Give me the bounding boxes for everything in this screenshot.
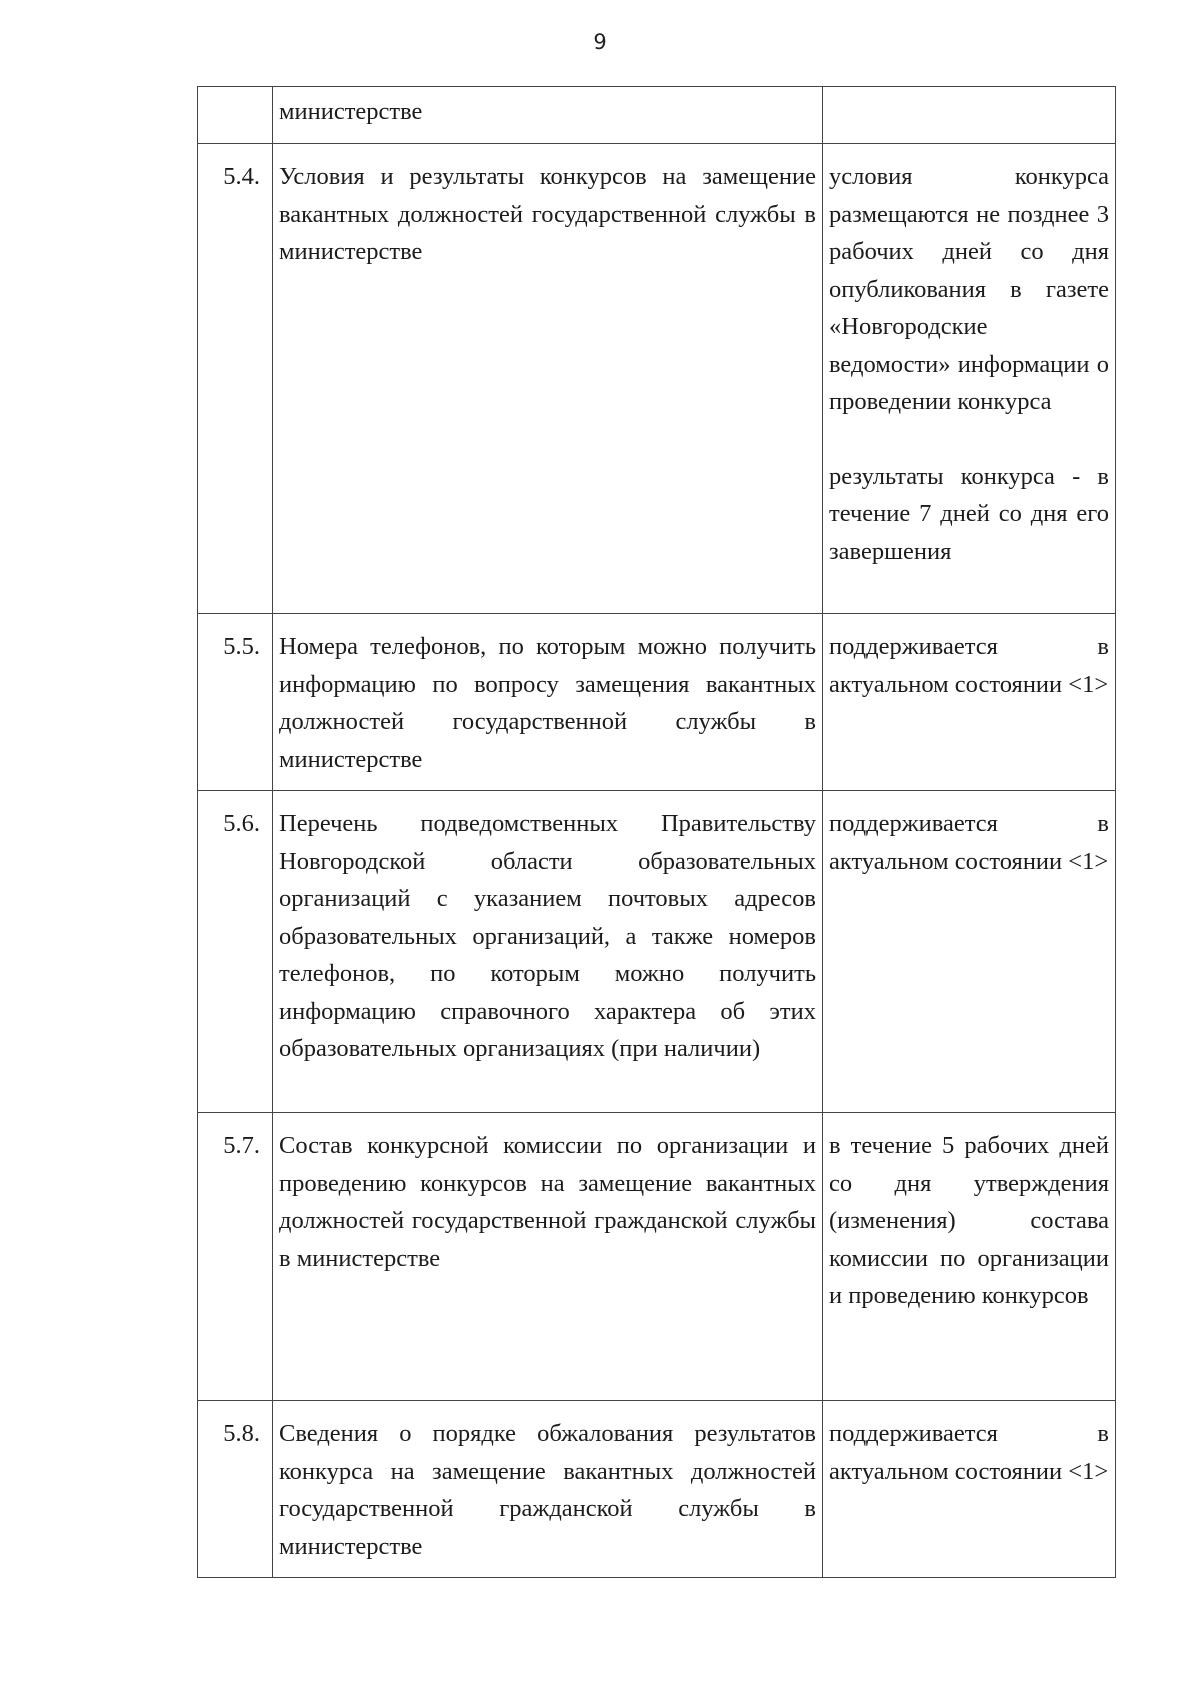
term-paragraph: поддерживается в актуальном состоянии <1>	[829, 633, 1109, 698]
row-description: министерстве	[273, 87, 823, 144]
row-term	[823, 1113, 1116, 1401]
table-row	[198, 614, 1116, 791]
row-term	[823, 614, 1116, 791]
term-paragraph: результаты конкурса - в течение 7 дней со дня его завершения	[829, 462, 1109, 565]
table-row	[198, 791, 1116, 1113]
row-number	[198, 87, 273, 144]
table-row	[198, 1401, 1116, 1578]
term-paragraph: поддерживается в актуальном состоянии <1>	[829, 1420, 1109, 1485]
term-paragraph: условия конкурса размещаются не позднее 3 рабочих дней со дня опубликования в газете «Новгородские ведомости» информации о проведении конкурса	[829, 163, 1109, 415]
row-description: Состав конкурсной комиссии по организации и проведению конкурсов на замещение вакантных должностей государственной гражданской службы в министерстве	[273, 1113, 823, 1401]
row-term	[823, 1401, 1116, 1578]
row-description: Условия и результаты конкурсов на замещение вакантных должностей государственной службы в министерстве	[273, 144, 823, 614]
document-table	[197, 86, 1116, 1578]
row-term	[823, 87, 1116, 144]
table-row	[198, 87, 1116, 144]
row-term	[823, 791, 1116, 1113]
row-number: 5.4.	[198, 144, 273, 614]
row-number: 5.5.	[198, 614, 273, 791]
row-number: 5.6.	[198, 791, 273, 1113]
table-row	[198, 1113, 1116, 1401]
row-description: Перечень подведомственных Правительству Новгородской области образовательных организаций с указанием почтовых адресов образовательных организаций, а также номеров телефонов, по которым можно получить информацию справочного характера об этих образовательных организациях (при наличии)	[273, 791, 823, 1113]
term-paragraph: в течение 5 рабочих дней со дня утверждения (изменения) состава комиссии по организации и проведению конкурсов	[829, 1132, 1109, 1309]
table-row	[198, 144, 1116, 614]
page-number: 9	[593, 30, 607, 54]
row-description: Сведения о порядке обжалования результатов конкурса на замещение вакантных должностей государственной гражданской службы в министерстве	[273, 1401, 823, 1578]
row-description: Номера телефонов, по которым можно получить информацию по вопросу замещения вакантных должностей государственной службы в министерстве	[273, 614, 823, 791]
row-number: 5.7.	[198, 1113, 273, 1401]
row-number: 5.8.	[198, 1401, 273, 1578]
row-term	[823, 144, 1116, 614]
term-paragraph: поддерживается в актуальном состоянии <1>	[829, 810, 1109, 875]
